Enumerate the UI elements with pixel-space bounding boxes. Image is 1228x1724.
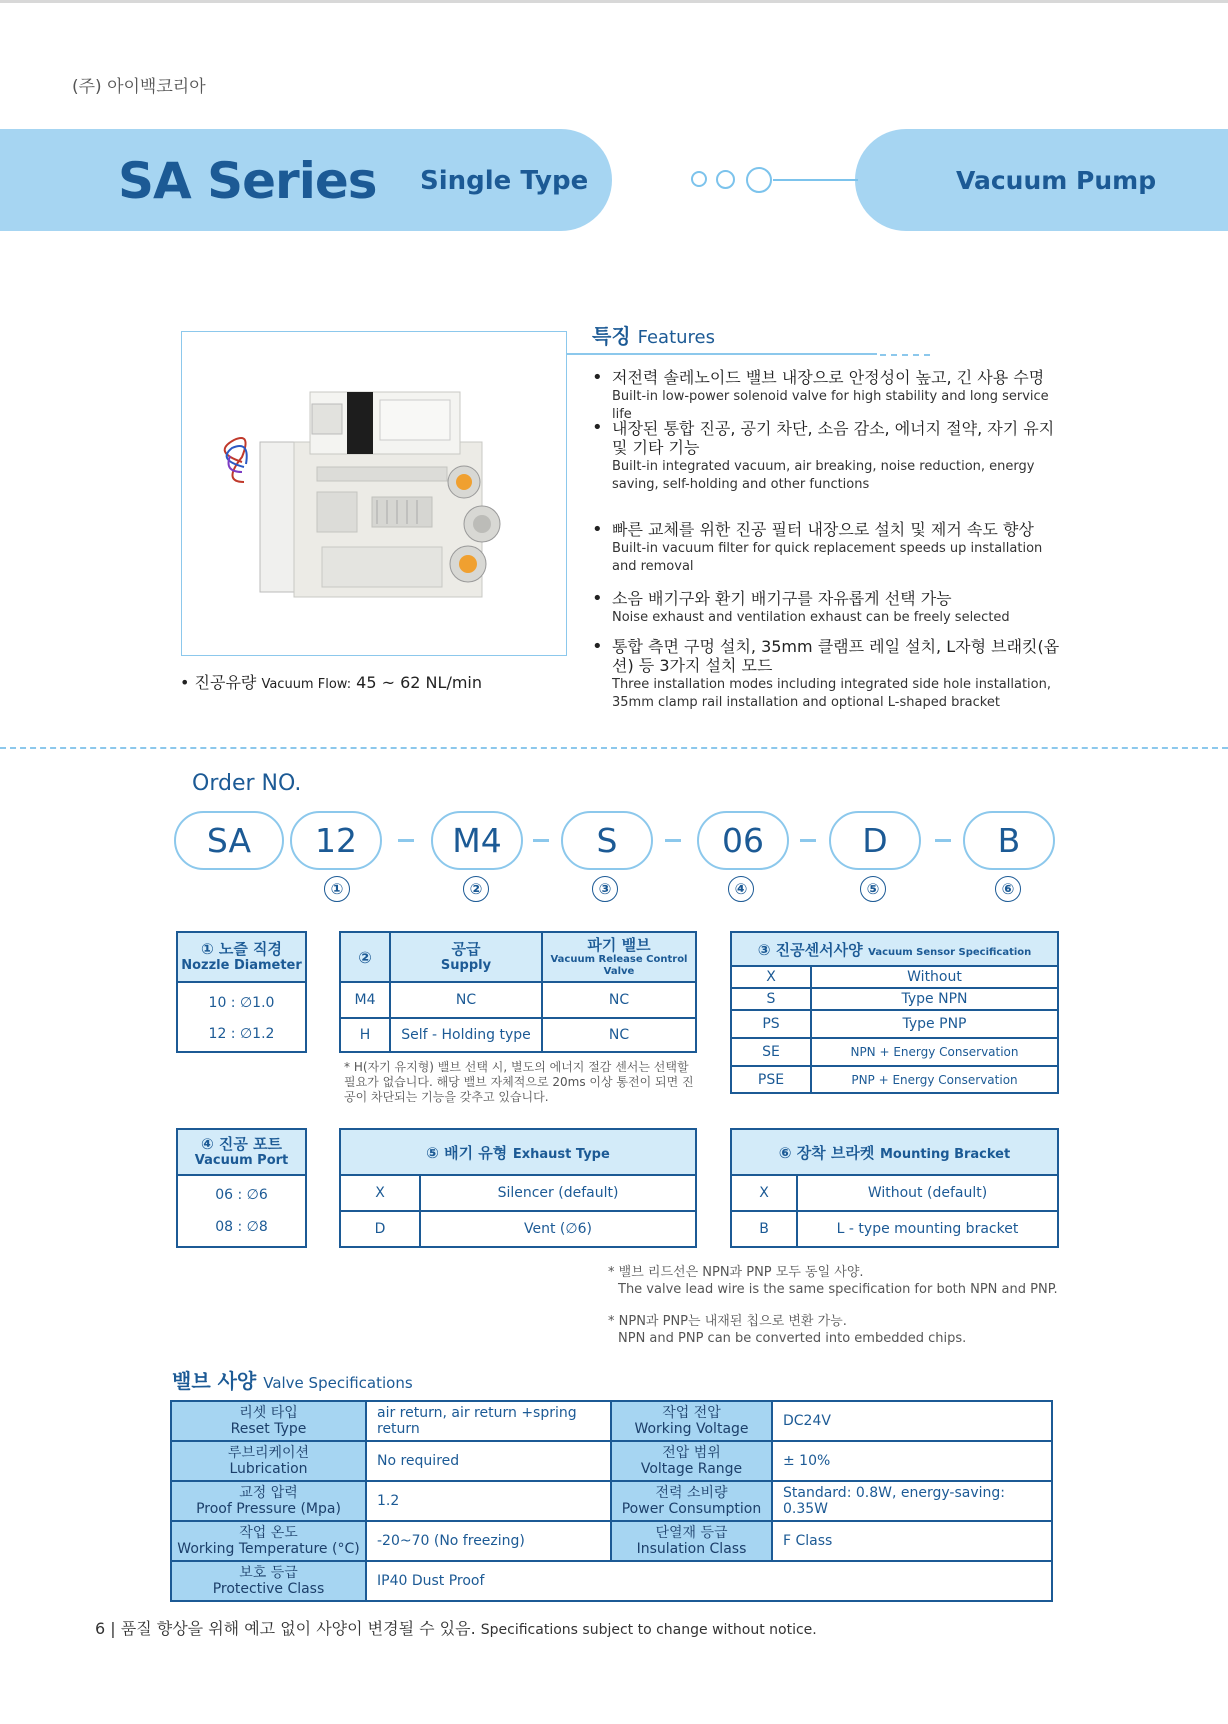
valve-spec-value: F Class [772,1521,1052,1561]
port-header-ko: ④ 진공 포트 [200,1135,283,1153]
asterisk: * [608,1314,619,1329]
exhaust-row [340,1175,696,1211]
port-value-2: 08 : ∅8 [215,1219,268,1235]
feature-item-1 [592,368,1062,422]
features-title-ko: 특징 [592,324,631,348]
series-title: SA Series [118,152,377,210]
sensor-row [731,1038,1058,1066]
valve-spec-value: 1.2 [366,1481,611,1521]
release-header-en: Vacuum Release Control Valve [550,953,688,977]
order-code-bracket: B [963,811,1055,870]
label-en: Working Temperature (°C) [177,1541,360,1557]
sensor-code: SE [731,1038,811,1066]
order-number-5: ⑤ [860,876,886,902]
footer-divider: | [110,1619,121,1638]
product-image-frame [181,331,567,656]
label-en: Voltage Range [640,1461,743,1477]
feature-item-5 [592,637,1062,712]
port-value-1: 06 : ∅6 [215,1187,268,1203]
port-table-header [177,1129,306,1175]
sensor-table-header [731,932,1058,966]
valve-spec-row [171,1561,1052,1601]
bracket-row [731,1211,1058,1247]
nozzle-value-2: 12 : ∅1.2 [208,1026,275,1042]
features-rule [567,353,877,355]
footer-notice-en: Specifications subject to change without notice. [480,1622,817,1638]
vacuum-flow-en: Vacuum Flow: [261,677,352,692]
order-code-supply: M4 [431,811,523,870]
footer [95,1616,817,1639]
exhaust-header-ko: ⑤ 배기 유형 [426,1143,508,1162]
feature-ko: • 빠른 교체를 위한 진공 필터 내장으로 설치 및 제거 속도 향상 [612,520,1034,539]
valve-spec-label [171,1521,366,1561]
label-en: Proof Pressure (Mpa) [196,1501,341,1517]
feature-ko: • 소음 배기구와 환기 배기구를 자유롭게 선택 가능 [612,589,952,608]
category-label: Vacuum Pump [956,166,1157,195]
label-en: Lubrication [229,1461,308,1477]
exhaust-table-header [340,1129,696,1175]
label-en: Insulation Class [636,1541,747,1557]
sensor-row [731,1066,1058,1093]
exhaust-table [339,1128,697,1248]
supply-value: Self - Holding type [390,1018,542,1052]
valve-spec-row [171,1441,1052,1481]
valve-spec-label [171,1401,366,1441]
section-divider [0,747,1228,749]
page-number: 6 [95,1619,106,1638]
valve-spec-value: IP40 Dust Proof [366,1561,1052,1601]
nozzle-table-header [177,932,306,982]
bracket-header-ko: ⑥ 장착 브라켓 [778,1143,875,1162]
deco-connector-line [773,179,858,181]
sensor-code: PS [731,1010,811,1038]
company-name: (주) 아이백코리아 [72,77,206,97]
asterisk: * [608,1265,619,1280]
feature-item-2 [592,418,1062,520]
sensor-desc: Without [811,966,1058,988]
valve-spec-row [171,1521,1052,1561]
order-code-nozzle: 12 [290,811,382,870]
sensor-desc: NPN + Energy Conservation [811,1038,1058,1066]
sensor-code: X [731,966,811,988]
self-holding-note: * H(자기 유지형) 밸브 선택 시, 별도의 에너지 절감 센서는 선택할 필요가 없습니다. 해당 밸브 자체적으로 20ms 이상 통전이 되면 진공이 차단되는 기능을 갖추고 있습니다. [344,1060,694,1104]
valve-spec-value: air return, air return +spring return [366,1401,611,1441]
bracket-row [731,1175,1058,1211]
features-title [592,320,715,349]
valve-spec-value: No required [366,1441,611,1481]
valve-spec-label [171,1561,366,1601]
label-en: Power Consumption [621,1501,762,1517]
label-ko: 교정 압력 [239,1485,298,1501]
release-header-ko: 파기 밸브 [587,935,651,954]
valve-spec-row [171,1401,1052,1441]
exhaust-desc: Vent (∅6) [420,1211,696,1247]
product-image [182,332,565,654]
label-en: Working Voltage [634,1421,749,1437]
vacuum-flow-value: 45 ~ 62 NL/min [356,673,482,692]
npn-pnp-note-en: NPN and PNP can be converted into embedded chips. [618,1331,967,1346]
exhaust-row [340,1211,696,1247]
valve-spec-title-en: Valve Specifications [263,1374,413,1392]
supply-table [339,931,697,1053]
label-ko: 단열재 등급 [655,1525,728,1541]
features-rule-dashed [880,354,930,356]
sensor-code: PSE [731,1066,811,1093]
footer-notice-ko: 품질 향상을 위해 예고 없이 사양이 변경될 수 있음. [120,1619,476,1638]
supply-value: NC [390,982,542,1018]
deco-circle-2 [716,170,735,189]
exhaust-desc: Silencer (default) [420,1175,696,1211]
sensor-desc: PNP + Energy Conservation [811,1066,1058,1093]
feature-en: Three installation modes including integrated side hole installation, 35mm clamp rail installation and optional L-shaped bracket [612,677,1051,710]
exhaust-code: D [340,1211,420,1247]
feature-item-4 [592,589,1062,637]
features-list [592,368,1062,712]
nozzle-header-en: Nozzle Diameter [181,958,302,973]
order-number-3: ③ [592,876,618,902]
bracket-table [730,1128,1059,1248]
label-en: Reset Type [230,1421,307,1437]
valve-spec-label [611,1401,772,1441]
valve-spec-value: DC24V [772,1401,1052,1441]
exhaust-code: X [340,1175,420,1211]
supply-header [390,932,542,982]
label-ko: 작업 온도 [239,1525,298,1541]
order-number-6: ⑥ [995,876,1021,902]
nozzle-table [176,931,307,1053]
order-code-exhaust: D [829,811,921,870]
nozzle-value-1: 10 : ∅1.0 [208,995,275,1011]
label-ko: 리셋 타입 [239,1405,298,1421]
feature-en: Built-in vacuum filter for quick replacement speeds up installation and removal [612,541,1043,574]
label-ko: 전력 소비량 [655,1485,728,1501]
label-ko: 보호 등급 [239,1565,298,1581]
port-header-en: Vacuum Port [194,1153,289,1168]
sensor-header-ko: ③ 진공센서사양 [757,940,863,959]
bracket-header-en: Mounting Bracket [879,1146,1011,1162]
supply-table-number: ② [340,932,390,982]
order-number-2: ② [463,876,489,902]
lead-wire-note [608,1264,1078,1298]
valve-spec-label [611,1521,772,1561]
supply-code: M4 [340,982,390,1018]
bracket-desc: L - type mounting bracket [797,1211,1058,1247]
valve-spec-title [172,1365,413,1394]
type-label: Single Type [420,166,589,196]
label-en: Protective Class [212,1581,325,1597]
supply-row [340,1018,696,1052]
supply-header-ko: 공급 [451,940,481,958]
feature-en: Built-in low-power solenoid valve for high stability and long service life [612,389,1049,422]
feature-ko: • 내장된 통합 진공, 공기 차단, 소음 감소, 에너지 절약, 자기 유지 및 기타 기능 [612,419,1055,457]
bracket-code: B [731,1211,797,1247]
valve-spec-row [171,1481,1052,1521]
supply-header-en: Supply [440,958,492,973]
feature-ko: • 통합 측면 구멍 설치, 35mm 클램프 레일 설치, L자형 브래킷(옵션) 등 3가지 설치 모드 [612,637,1060,675]
feature-item-3 [592,520,1062,589]
features-title-en: Features [637,327,716,348]
order-number-4: ④ [728,876,754,902]
order-number-1: ① [324,876,350,902]
exhaust-header-en: Exhaust Type [512,1146,610,1162]
deco-circle-3 [746,167,772,193]
order-title: Order NO. [192,771,302,796]
order-code-port: 06 [697,811,789,870]
port-table [176,1128,307,1248]
bracket-code: X [731,1175,797,1211]
top-rule [0,0,1228,3]
valve-spec-label [611,1481,772,1521]
feature-ko: • 저전력 솔레노이드 밸브 내장으로 안정성이 높고, 긴 사용 수명 [612,368,1045,387]
supply-row [340,982,696,1018]
label-ko: 전압 범위 [662,1445,721,1461]
deco-circle-1 [691,171,707,187]
feature-en: Noise exhaust and ventilation exhaust can be freely selected [612,610,1010,625]
sensor-row [731,1010,1058,1038]
sensor-code: S [731,988,811,1010]
sensor-row [731,988,1058,1010]
bullet: • [180,673,195,692]
order-dash [398,839,414,842]
nozzle-header-ko: ① 노즐 직경 [200,940,283,958]
valve-spec-label [611,1441,772,1481]
sensor-header-en: Vacuum Sensor Specification [868,946,1032,958]
order-dash [665,839,681,842]
release-value: NC [542,982,696,1018]
bracket-desc: Without (default) [797,1175,1058,1211]
valve-spec-value: ± 10% [772,1441,1052,1481]
feature-en: Built-in integrated vacuum, air breaking, noise reduction, energy saving, self-holding and other functions [612,459,1035,492]
order-dash [533,839,549,842]
lead-wire-note-ko: 밸브 리드선은 NPN과 PNP 모두 동일 사양. [618,1265,864,1280]
sensor-table [730,931,1059,1094]
npn-pnp-note-ko: NPN과 PNP는 내재된 칩으로 변환 가능. [618,1314,847,1329]
order-code-sensor: S [561,811,653,870]
valve-spec-title-ko: 밸브 사양 [172,1369,257,1393]
bracket-table-header [731,1129,1058,1175]
vacuum-flow-ko: 진공유량 [194,673,257,692]
order-dash [935,839,951,842]
npn-pnp-note [608,1313,1078,1347]
supply-code: H [340,1018,390,1052]
lead-wire-note-en: The valve lead wire is the same specification for both NPN and PNP. [618,1282,1058,1297]
label-ko: 루브리케이션 [227,1445,310,1461]
port-row [177,1175,306,1247]
sensor-desc: Type PNP [811,1010,1058,1038]
order-dash [800,839,816,842]
release-value: NC [542,1018,696,1052]
release-header [542,932,696,982]
label-ko: 작업 전압 [662,1405,721,1421]
order-code-sa: SA [174,811,284,870]
valve-spec-table [170,1400,1053,1602]
sensor-desc: Type NPN [811,988,1058,1010]
valve-spec-label [171,1441,366,1481]
valve-spec-value: Standard: 0.8W, energy-saving: 0.35W [772,1481,1052,1521]
valve-spec-value: -20~70 (No freezing) [366,1521,611,1561]
nozzle-row [177,982,306,1052]
valve-spec-label [171,1481,366,1521]
sensor-row [731,966,1058,988]
vacuum-flow-spec [180,670,482,693]
